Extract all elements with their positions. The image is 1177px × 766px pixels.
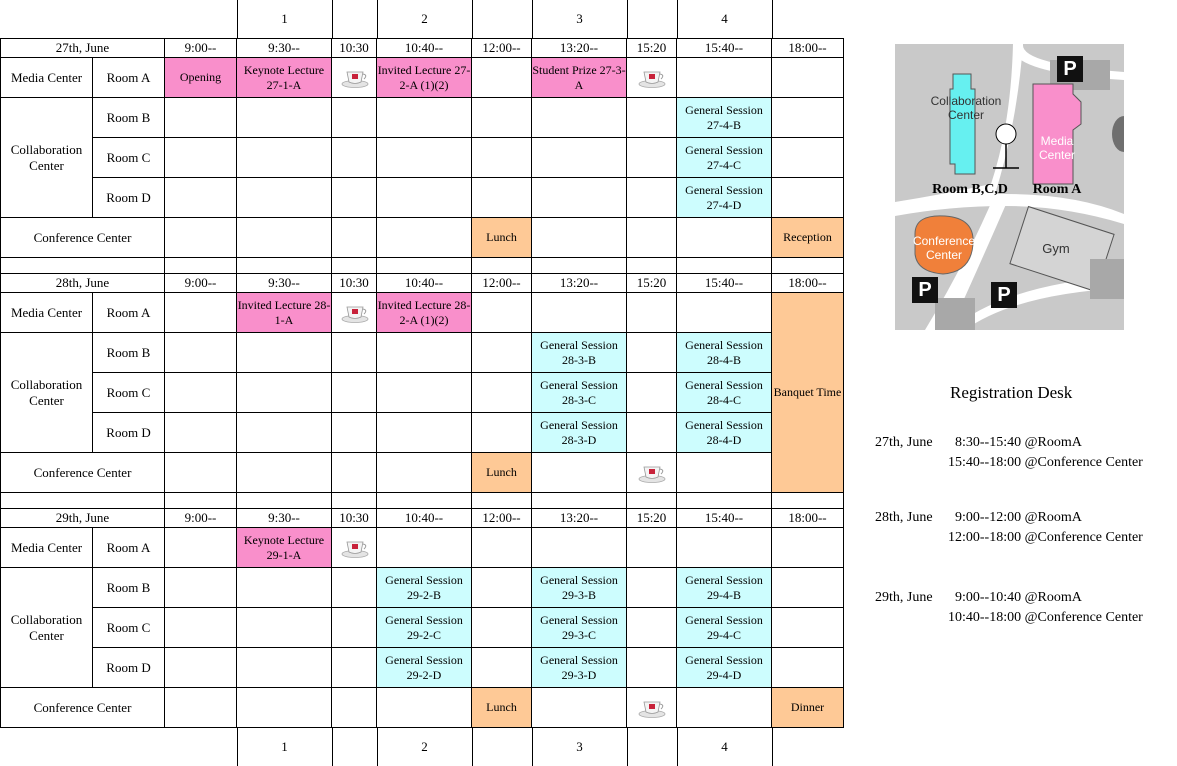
room-label: Room A [93,528,165,568]
period-number: 1 [281,739,288,754]
session-cell: General Session 27-4-C [677,138,772,178]
time-header: 15:40-- [677,38,772,58]
schedule-cell [237,138,332,178]
schedule-cell [532,453,627,493]
schedule-cell [237,218,332,258]
schedule-cell [237,608,332,648]
schedule-cell [332,178,377,218]
map-label-collaboration: Collaboration Center [930,94,1002,122]
venue-label: Media Center [0,528,93,568]
schedule-cell [532,138,627,178]
time-header: 15:40-- [677,273,772,293]
period-number: 4 [721,11,728,26]
schedule-cell [237,178,332,218]
schedule-cell [627,98,677,138]
banquet-cell: Banquet Time [772,293,844,493]
map-label-room-bcd: Room B,C,D [932,182,1008,197]
venue-label: Collaboration Center [0,333,93,453]
schedule-cell [472,608,532,648]
room-label: Room D [93,178,165,218]
schedule-cell [377,413,472,453]
session-cell: General Session 29-3-C [532,608,627,648]
schedule-cell [627,218,677,258]
schedule-cell [332,218,377,258]
room-label: Room D [93,648,165,688]
time-header: 15:40-- [677,508,772,528]
schedule-cell [772,58,844,98]
session-cell: General Session 28-4-C [677,373,772,413]
parking-icon: P [1063,57,1077,80]
room-label: Room C [93,138,165,178]
period-number: 1 [281,11,288,26]
time-header: 10:30 [332,38,377,58]
schedule-cell [377,333,472,373]
registration-line: 9:00--10:40 @RoomA [955,590,1082,605]
session-cell: General Session 29-3-B [532,568,627,608]
session-cell: General Session 28-3-B [532,333,627,373]
time-header: 12:00-- [472,508,532,528]
schedule-cell [165,608,237,648]
schedule-cell [377,688,472,728]
session-cell: General Session 28-4-B [677,333,772,373]
venue-label: Media Center [0,58,93,98]
schedule-cell [772,568,844,608]
reception-cell: Reception [772,218,844,258]
schedule-cell [332,138,377,178]
schedule-cell [627,568,677,608]
schedule-cell [627,608,677,648]
session-cell: General Session 27-4-D [677,178,772,218]
room-label: Room B [93,568,165,608]
schedule-cell [377,178,472,218]
schedule-cell [377,373,472,413]
schedule-cell [472,98,532,138]
time-header: 18:00-- [772,508,844,528]
session-cell: General Session 29-2-D [377,648,472,688]
session-cell: General Session 28-4-D [677,413,772,453]
time-header: 13:20-- [532,508,627,528]
room-label: Room B [93,333,165,373]
time-header: 12:00-- [472,38,532,58]
time-header: 10:30 [332,273,377,293]
session-cell: Student Prize 27-3-A [532,58,627,98]
schedule-cell [237,688,332,728]
room-label: Room D [93,413,165,453]
lunch-cell: Lunch [472,688,532,728]
room-label: Room A [93,293,165,333]
schedule-cell [165,373,237,413]
session-cell: General Session 29-4-D [677,648,772,688]
schedule-cell [165,293,237,333]
schedule-cell [472,293,532,333]
schedule-cell [627,333,677,373]
schedule-cell [677,218,772,258]
schedule-cell [677,528,772,568]
schedule-cell [472,413,532,453]
dinner-cell: Dinner [772,688,844,728]
session-cell: Invited Lecture 28-1-A [237,293,332,333]
venue-label: Media Center [0,293,93,333]
registration-date: 29th, June [875,590,933,605]
schedule-cell [165,528,237,568]
schedule-cell [472,648,532,688]
time-header: 10:40-- [377,273,472,293]
date-header: 28th, June [0,273,165,293]
room-label: Room C [93,608,165,648]
period-number: 2 [421,11,428,26]
session-cell: Keynote Lecture 27-1-A [237,58,332,98]
schedule-cell [237,453,332,493]
parking-icon: P [997,283,1011,306]
registration-date: 27th, June [875,435,933,450]
schedule-cell [377,138,472,178]
room-label: Room A [93,58,165,98]
time-header: 9:30-- [237,273,332,293]
session-cell: General Session 28-3-D [532,413,627,453]
period-number: 2 [421,739,428,754]
session-cell: General Session 29-4-B [677,568,772,608]
venue-label: Collaboration Center [0,568,93,688]
schedule-cell [332,333,377,373]
schedule-cell [627,528,677,568]
schedule-cell [332,608,377,648]
time-header: 15:20 [627,38,677,58]
schedule-cell [677,453,772,493]
map-label-room-a: Room A [1032,182,1082,197]
schedule-cell [165,688,237,728]
schedule-cell [772,178,844,218]
schedule-cell [532,688,627,728]
schedule-cell [332,648,377,688]
schedule-cell [627,413,677,453]
session-cell: General Session 29-3-D [532,648,627,688]
registration-line: 10:40--18:00 @Conference Center [948,610,1143,625]
schedule-cell [627,178,677,218]
time-header: 9:00-- [165,273,237,293]
time-header: 9:00-- [165,508,237,528]
lunch-cell: Lunch [472,218,532,258]
opening-cell: Opening [165,58,237,98]
schedule-cell [677,58,772,98]
schedule-cell [332,373,377,413]
session-cell: General Session 29-2-B [377,568,472,608]
schedule-cell [165,98,237,138]
schedule-cell [377,218,472,258]
campus-map [895,44,1124,330]
schedule-cell [532,178,627,218]
room-label: Room C [93,373,165,413]
schedule-cell [237,98,332,138]
coffee-break-icon [627,58,677,98]
registration-date: 28th, June [875,510,933,525]
schedule-cell [472,138,532,178]
schedule-cell [377,98,472,138]
schedule-cell [165,138,237,178]
schedule-cell [532,528,627,568]
period-number: 4 [721,739,728,754]
schedule-cell [237,648,332,688]
venue-label: Conference Center [0,688,165,728]
time-header: 10:30 [332,508,377,528]
schedule-cell [472,178,532,218]
map-label-media: Media Center [1038,134,1076,162]
date-header: 29th, June [0,508,165,528]
session-cell: General Session 29-2-C [377,608,472,648]
session-cell: General Session 27-4-B [677,98,772,138]
schedule-cell [332,453,377,493]
coffee-break-icon [627,688,677,728]
map-label-conference: Conference Center [912,234,976,262]
schedule-cell [472,373,532,413]
registration-line: 9:00--12:00 @RoomA [955,510,1082,525]
parking-icon: P [918,278,932,301]
session-cell: Invited Lecture 28-2-A (1)(2) [377,293,472,333]
schedule-cell [772,648,844,688]
time-header: 13:20-- [532,273,627,293]
schedule-cell [237,373,332,413]
schedule-cell [472,333,532,373]
schedule-cell [165,333,237,373]
schedule-cell [627,138,677,178]
period-number: 3 [576,739,583,754]
registration-line: 8:30--15:40 @RoomA [955,435,1082,450]
coffee-break-icon [627,453,677,493]
date-header: 27th, June [0,38,165,58]
schedule-cell [165,178,237,218]
schedule-cell [532,293,627,333]
time-header: 10:40-- [377,38,472,58]
schedule-cell [627,648,677,688]
schedule-cell [237,333,332,373]
schedule-cell [332,568,377,608]
registration-line: 15:40--18:00 @Conference Center [948,455,1143,470]
time-header: 18:00-- [772,38,844,58]
schedule-cell [772,608,844,648]
schedule-cell [472,58,532,98]
time-header: 12:00-- [472,273,532,293]
time-header: 15:20 [627,508,677,528]
time-header: 18:00-- [772,273,844,293]
venue-label: Conference Center [0,218,165,258]
schedule-cell [677,293,772,333]
schedule-cell [165,453,237,493]
coffee-break-icon [332,293,377,333]
schedule-cell [377,528,472,568]
registration-line: 12:00--18:00 @Conference Center [948,530,1143,545]
room-label: Room B [93,98,165,138]
time-header: 10:40-- [377,508,472,528]
registration-title: Registration Desk [950,383,1073,402]
time-header: 15:20 [627,273,677,293]
schedule-cell [677,688,772,728]
schedule-cell [772,98,844,138]
schedule-cell [772,138,844,178]
schedule-cell [472,568,532,608]
schedule-cell [772,528,844,568]
schedule-cell [377,453,472,493]
venue-label: Collaboration Center [0,98,93,218]
schedule-cell [627,373,677,413]
session-cell: General Session 28-3-C [532,373,627,413]
time-header: 9:30-- [237,508,332,528]
lunch-cell: Lunch [472,453,532,493]
period-number: 3 [576,11,583,26]
map-label-gym: Gym [1042,241,1070,256]
session-cell: Invited Lecture 27-2-A (1)(2) [377,58,472,98]
schedule-cell [165,218,237,258]
coffee-break-icon [332,528,377,568]
schedule-cell [165,413,237,453]
schedule-cell [532,98,627,138]
venue-label: Conference Center [0,453,165,493]
schedule-cell [472,528,532,568]
schedule-cell [165,568,237,608]
schedule-cell [627,293,677,333]
coffee-break-icon [332,58,377,98]
schedule-cell [237,413,332,453]
time-header: 9:00-- [165,38,237,58]
schedule-cell [332,413,377,453]
schedule-cell [332,688,377,728]
time-header: 9:30-- [237,38,332,58]
session-cell: Keynote Lecture 29-1-A [237,528,332,568]
session-cell: General Session 29-4-C [677,608,772,648]
schedule-cell [332,98,377,138]
schedule-cell [237,568,332,608]
schedule-cell [532,218,627,258]
time-header: 13:20-- [532,38,627,58]
schedule-cell [165,648,237,688]
